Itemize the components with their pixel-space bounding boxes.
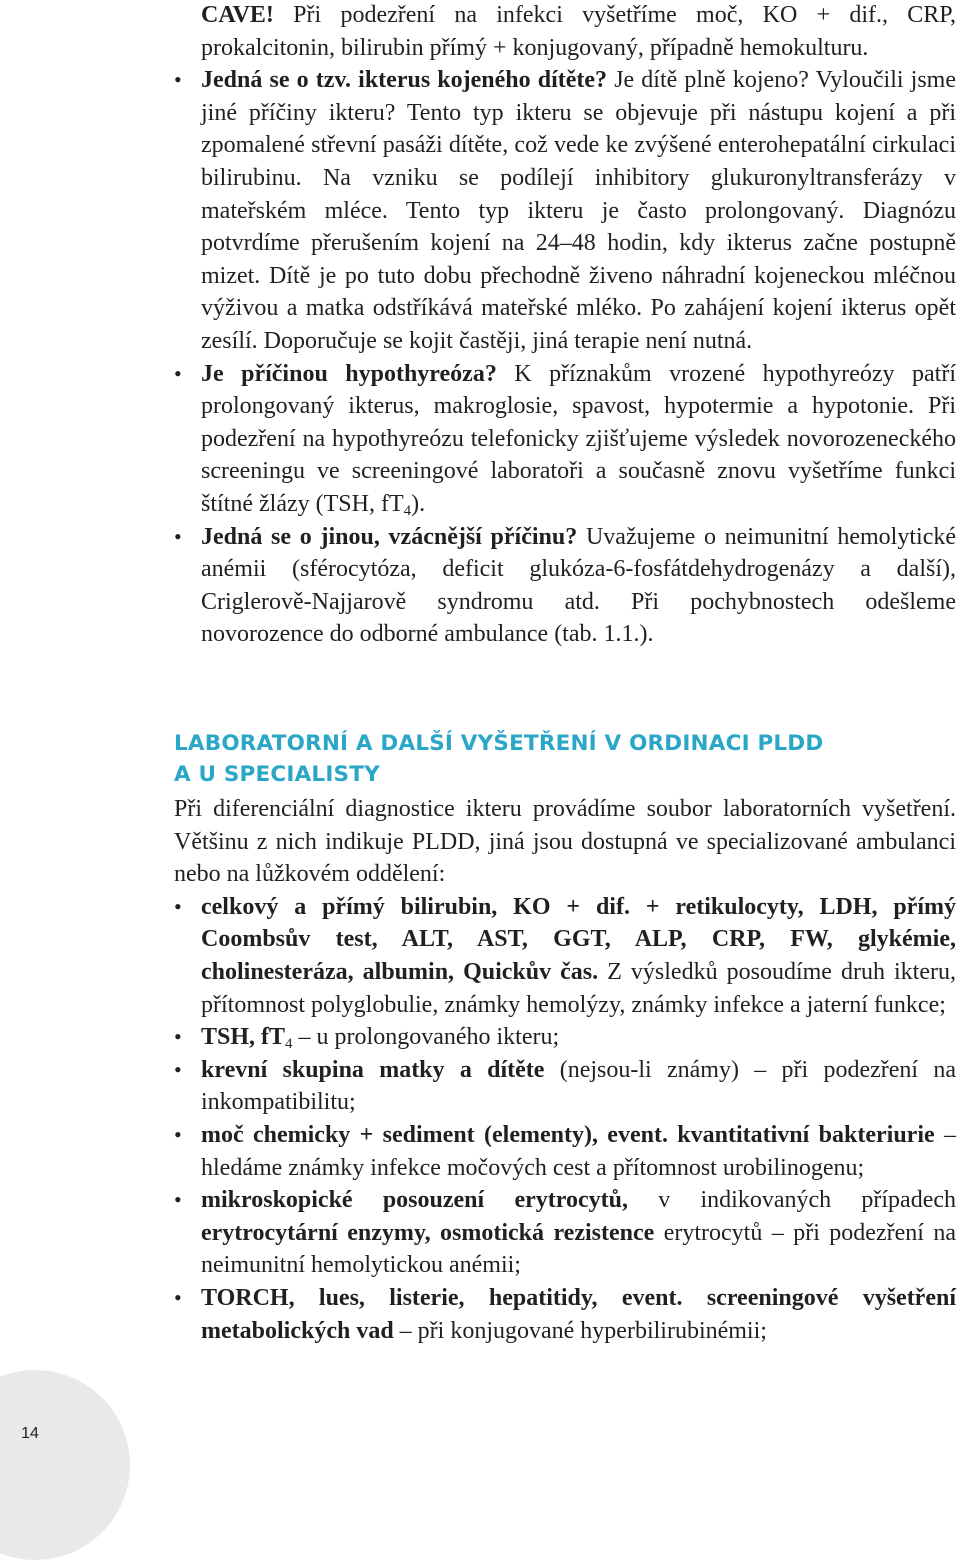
bullet-icon: • — [174, 523, 182, 549]
intro-paragraph: Při diferenciální diagnostice ikteru provádíme soubor laboratorních vyšetření. Většinu z nich indikuje PLDD, jiná jsou dostupná ve specializované ambulanci nebo na lůžkovém oddělení: — [174, 796, 956, 888]
subscript: 4 — [403, 502, 412, 519]
item-text: – u prolongovaného ikteru; — [292, 1024, 560, 1051]
section-heading — [174, 728, 934, 790]
item-text: K příznakům vrozené hypothyreózy patří prolongovaný ikterus, makroglosie, spavost, hypotermie a hypotonie. Při podezření na hypothyreózu telefonicky zjišťujeme výsledek novorozeneckého screeningu ve screeningové laboratoři a současně znovu vyšetříme funkci štítné žlázy (TSH, fT — [201, 360, 956, 517]
lower-section — [0, 793, 960, 1347]
item-bold: mikroskopické posouzení erytrocytů, — [201, 1187, 628, 1214]
list-item — [0, 521, 960, 651]
heading-line-1: LABORATORNÍ A DALŠÍ VYŠETŘENÍ V ORDINACI PLDD — [174, 731, 824, 756]
list-item — [0, 891, 960, 1021]
cave-text: Při podezření na infekci vyšetříme moč, KO + dif., CRP, prokalcitonin, bilirubin přímý + konjugovaný, případně hemokulturu. — [201, 2, 956, 61]
item-bold: krevní skupina matky a dítěte — [201, 1056, 545, 1083]
bullet-icon: • — [174, 1284, 182, 1310]
bullet-icon: • — [174, 1121, 182, 1147]
heading-line-2: A U SPECIALISTY — [174, 762, 380, 787]
item-text: (nejsou-li známy) – při podezření na inkompatibilitu; — [201, 1056, 957, 1116]
item-bold: TORCH, lues, listerie, hepatitidy, event. screeningové vyšetření metabolických vad — [201, 1284, 956, 1344]
page-number: 14 — [21, 1425, 39, 1442]
bullet-icon: • — [174, 893, 182, 919]
item-text: Uvažujeme o neimunitní hemolytické anémii (sférocytóza, deficit glukóza-6-fosfátdehydrogenázy a další), Criglerově-Najjarově syndromu atd. Při pochybnostech odešleme novorozence do odborné ambulance (tab. 1.1.). — [201, 523, 956, 648]
bullet-icon: • — [174, 360, 182, 386]
list-item — [0, 358, 960, 521]
list-item — [0, 1282, 960, 1347]
bullet-icon: • — [174, 1187, 182, 1213]
item-bold: celkový a přímý bilirubin, KO + dif. + retikulocyty, LDH, přímý Coombsův test, ALT, AST, GGT, ALP, CRP, FW, glykémie, cholinesteráza, albumin, Quickův čas. — [201, 893, 956, 985]
list-item — [0, 1054, 960, 1119]
subscript: 4 — [285, 1036, 293, 1053]
list-item — [0, 1021, 960, 1054]
item-text: v indikovaných případech — [627, 1187, 956, 1214]
item-text: – při konjugované hyperbilirubinémii; — [393, 1317, 767, 1344]
item-bold: TSH, fT — [201, 1024, 286, 1051]
list-item — [0, 1184, 960, 1282]
question-bold: Jedná se o jinou, vzácnější příčinu? — [201, 523, 578, 550]
item-text-after: ). — [411, 490, 426, 517]
bullet-icon: • — [174, 1024, 182, 1050]
list-item — [0, 64, 960, 357]
item-text: – hledáme známky infekce močových cest a přítomnost urobilinogenu; — [201, 1121, 957, 1181]
item-bold: moč chemicky + sediment (elementy), event. kvantitativní bakteriurie — [201, 1121, 935, 1148]
cave-paragraph — [0, 0, 960, 64]
bullet-icon: • — [174, 67, 182, 93]
cave-lead: CAVE! — [201, 2, 274, 28]
page-number-circle — [0, 1370, 130, 1560]
item-bold-2: erytrocytární enzymy, osmotická rezistence — [201, 1219, 655, 1246]
list-item — [0, 1119, 960, 1184]
item-text: Je dítě plně kojeno? Vyloučili jsme jiné příčiny ikteru? Tento typ ikteru se objevuje při nástupu kojení a při zpomalené střevní pasáži dítěte, což vede ke zvýšené enterohepatální cirkulaci bilirubinu. Na vzniku se podílejí inhibitory glukuronyltransferázy v mateřském mléce. Tento typ ikteru je často prolongovaný. Diagnózu potvrdíme přerušením kojení na 24–48 hodin, kdy ikterus začne postupně mizet. Dítě je po tuto dobu přechodně živeno náhradní kojeneckou mléčnou výživou a matka odstříkává mateřské mléko. Po zahájení kojení ikterus opět zesílí. Doporučuje se kojit častěji, jiná terapie není nutná. — [201, 67, 956, 354]
item-text-2: erytrocytů – při podezření na neimunitní hemolytickou anémii; — [201, 1219, 957, 1279]
item-text: Z výsledků posoudíme druh ikteru, přítomnost polyglobulie, známky hemolýzy, známky infekce a jaterní funkce; — [201, 958, 956, 1018]
upper-section — [0, 0, 960, 651]
question-bold: Jedná se o tzv. ikterus kojeného dítěte? — [201, 67, 608, 94]
question-bold: Je příčinou hypothyreóza? — [201, 360, 497, 387]
bullet-icon: • — [174, 1056, 182, 1082]
